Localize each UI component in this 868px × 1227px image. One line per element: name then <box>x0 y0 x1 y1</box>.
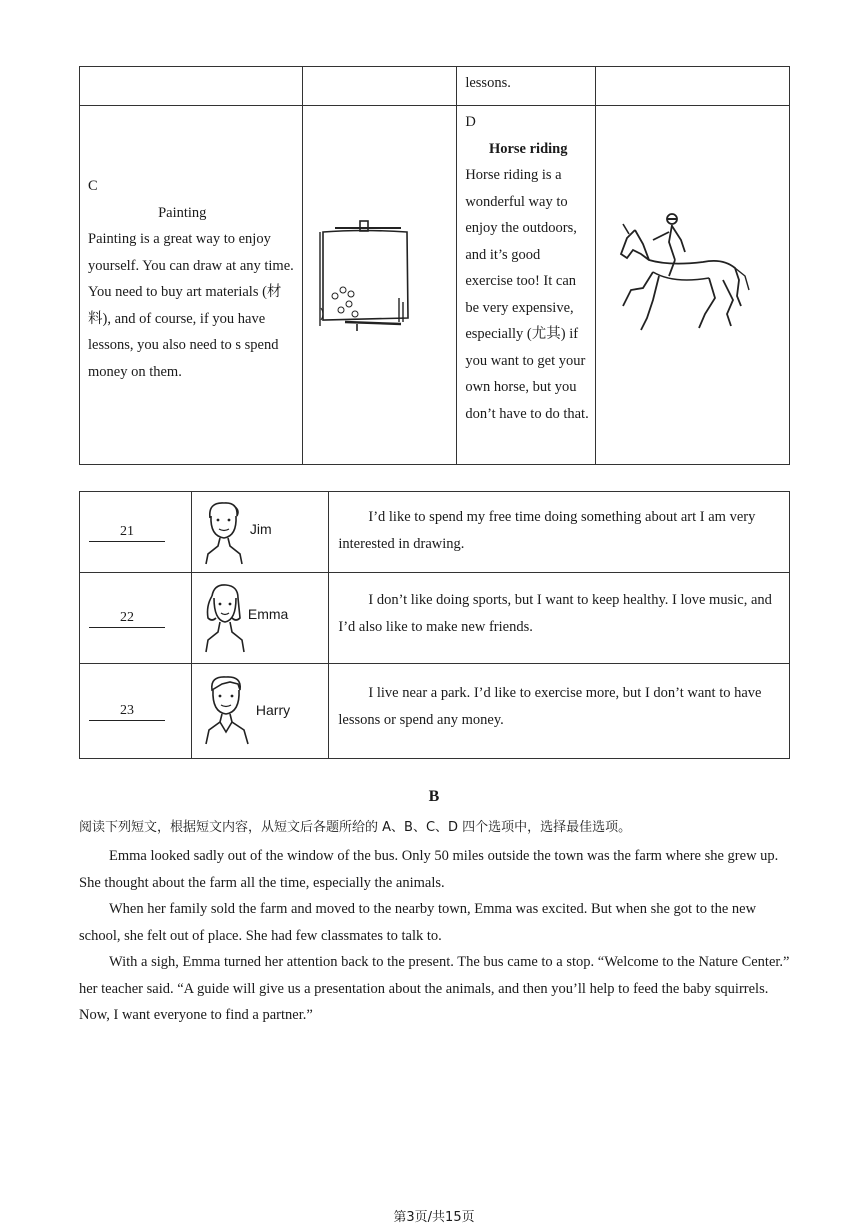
section-b-heading: B <box>428 788 440 805</box>
person-quote-emma: I don’t like doing sports, but I want to keep healthy. I love music, and I’d also like to make new friends. <box>338 592 772 635</box>
person-row-jim <box>80 492 790 573</box>
answer-blank-23[interactable]: 23 <box>89 702 165 721</box>
person-row-emma <box>80 573 790 664</box>
page-number: 第3页/共15页 <box>393 1210 475 1225</box>
horse-rider-icon <box>613 210 753 345</box>
person-name-emma: Emma <box>247 606 289 622</box>
ad-d-letter: D <box>465 114 476 130</box>
ad-d-title: Horse riding <box>488 140 568 157</box>
person-name-harry: Harry <box>255 702 291 718</box>
girl-avatar-icon <box>202 582 246 654</box>
painting-image-cell <box>303 106 457 465</box>
passage-paragraph-3: With a sigh, Emma turned her attention back to the present. The bus came to a stop. “Welcome to the Nature Center.” her teacher said. “A guide will give us a presentation about the animals, and then you’ll help to feed the baby squirrels. Now, I want everyone to find a partner.” <box>79 954 790 1023</box>
people-table <box>79 491 790 759</box>
passage-paragraph-2: When her family sold the farm and moved to the nearby town, Emma was excited. But when she got to the new school, she felt out of place. She had few classmates to talk to. <box>79 901 757 944</box>
ad-c-letter: C <box>88 178 98 194</box>
ad-d-body: Horse riding is a wonderful way to enjoy the outdoors, and it’s good exercise too! It can be very expensive, especially (尤其) if you want to get your own horse, but you don’t have to do that. <box>465 167 589 422</box>
person-row-harry <box>80 664 790 759</box>
answer-blank-22[interactable]: 22 <box>89 609 165 628</box>
boy-avatar-icon <box>204 500 244 566</box>
ads-table-top-row <box>80 67 790 106</box>
ad-c-cell <box>80 106 303 465</box>
section-b-instruction: 阅读下列短文，根据短文内容，从短文后各题所给的 A、B、C、D 四个选项中，选择最佳选项。 <box>79 820 632 835</box>
ads-table <box>79 66 790 465</box>
ad-c-title: Painting <box>158 204 207 221</box>
ad-d-cell <box>457 106 596 465</box>
easel-icon <box>315 218 415 338</box>
person-quote-jim: I’d like to spend my free time doing something about art I am very interested in drawing. <box>338 509 756 552</box>
top-row-text: lessons. <box>465 75 511 91</box>
person-name-jim: Jim <box>249 521 272 537</box>
ads-table-main-row <box>80 106 790 465</box>
ad-c-body: Painting is a great way to enjoy yourself. You can draw at any time. You need to buy art materials (材料), and of course, if you have lessons, you also need to s spend money on them. <box>88 231 294 380</box>
horse-image-cell <box>596 106 790 465</box>
answer-blank-21[interactable]: 21 <box>89 523 165 542</box>
person-quote-harry: I live near a park. I’d like to exercise more, but I don’t want to have lessons or spend any money. <box>338 685 762 728</box>
passage-paragraph-1: Emma looked sadly out of the window of the bus. Only 50 miles outside the town was the farm where she grew up. She thought about the farm all the time, especially the animals. <box>79 848 779 891</box>
boy-avatar-icon <box>204 674 250 746</box>
